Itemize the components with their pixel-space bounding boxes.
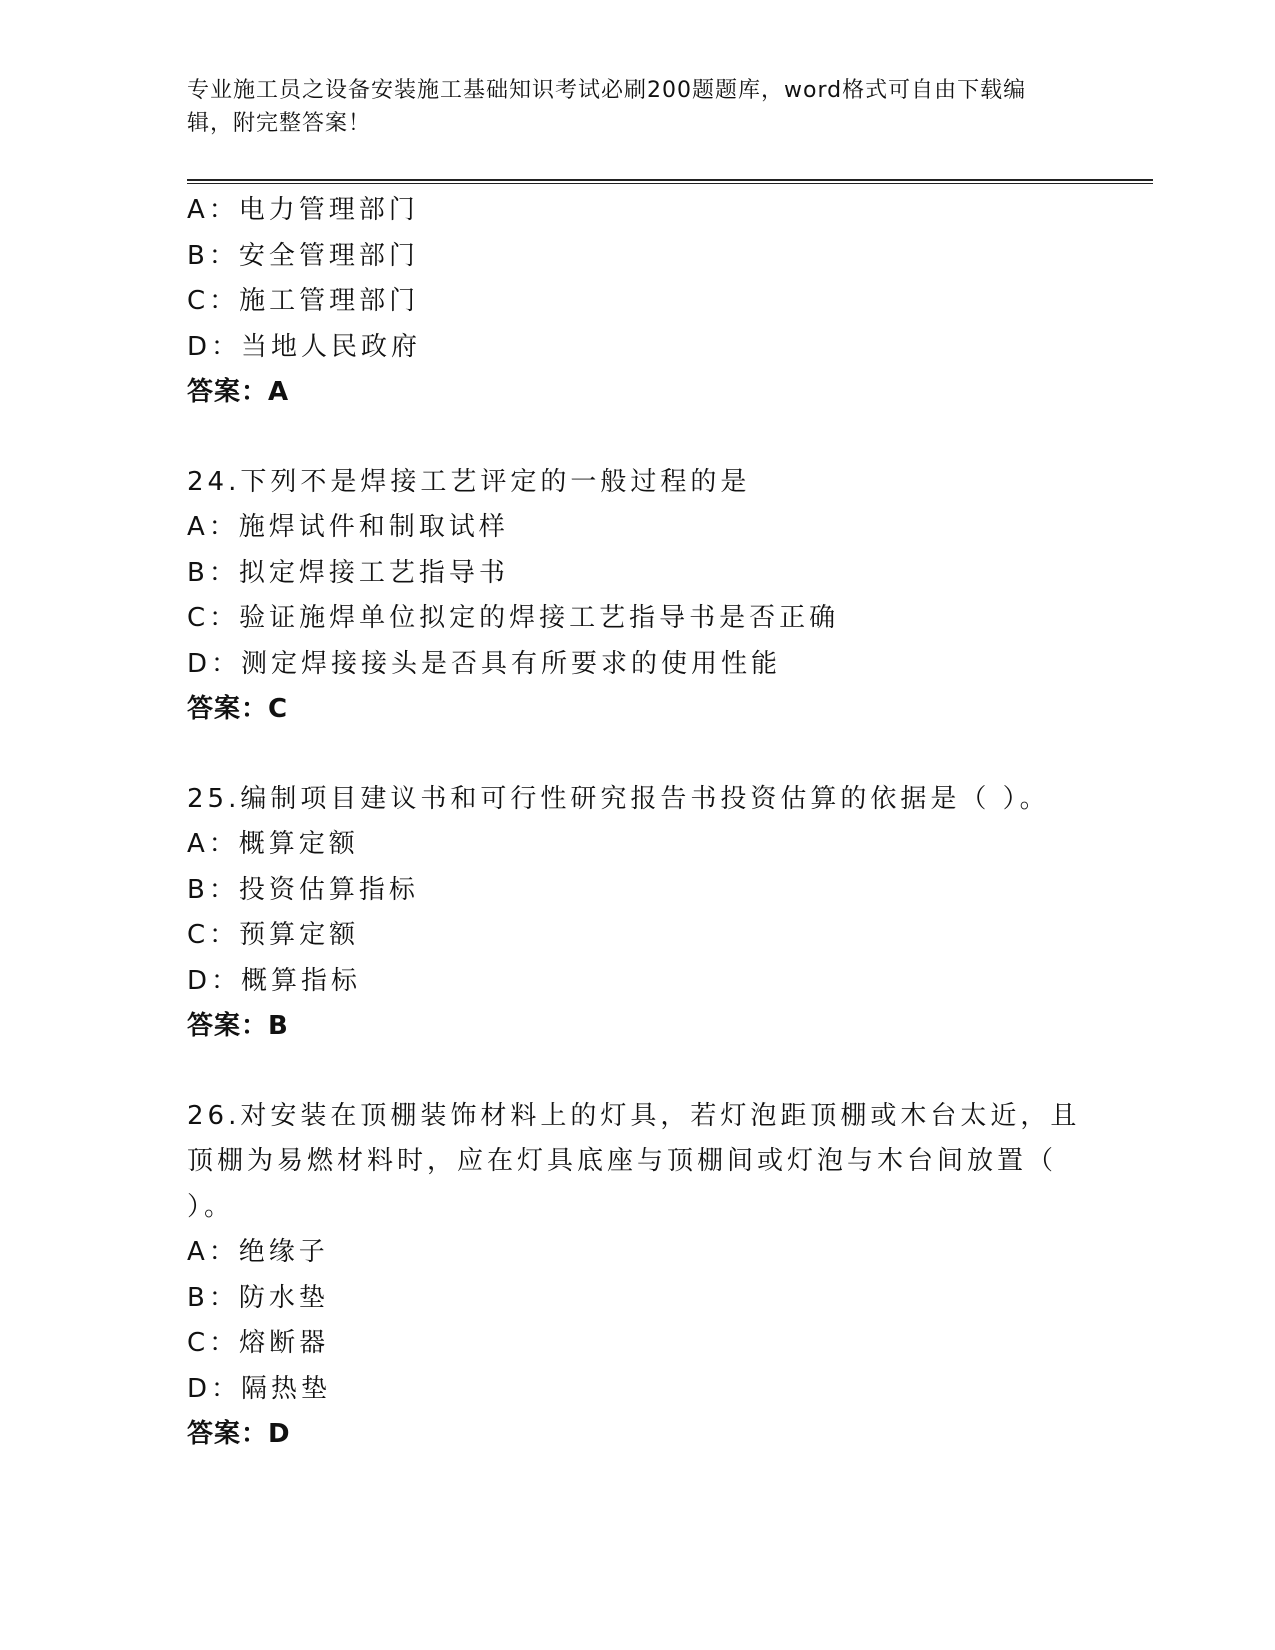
spacer: [187, 1050, 1087, 1094]
document-body: [187, 188, 1087, 1458]
answer-line: 答案：B: [187, 1011, 289, 1041]
question-stem: 26.对安装在顶棚装饰材料上的灯具，若灯泡距顶棚或木台太近，且顶棚为易燃材料时，应在灯具底座与顶棚间或灯泡与木台间放置（ ）。: [187, 1100, 1081, 1222]
question-stem: 25.编制项目建议书和可行性研究报告书投资估算的依据是（ ）。: [187, 783, 1050, 814]
option-b: B：防水垫: [187, 1282, 329, 1313]
option-a: A：施焊试件和制取试样: [187, 512, 509, 542]
answer-line: 答案：D: [187, 1419, 291, 1449]
spacer: [187, 733, 1087, 777]
option-c: C：预算定额: [187, 920, 360, 950]
option-c: C：验证施焊单位拟定的焊接工艺指导书是否正确: [187, 603, 840, 633]
option-d: D：测定焊接接头是否具有所要求的使用性能: [187, 648, 782, 679]
option-b: B：拟定焊接工艺指导书: [187, 557, 509, 588]
option-a: A：电力管理部门: [187, 195, 419, 225]
option-b: B：投资估算指标: [187, 874, 419, 905]
option-d: D：隔热垫: [187, 1373, 332, 1404]
question-26: [187, 1094, 1087, 1458]
question-24: [187, 460, 1087, 733]
answer-line: 答案：C: [187, 694, 289, 724]
option-c: C：熔断器: [187, 1328, 330, 1358]
answer-line: 答案：A: [187, 377, 290, 407]
question-stem: 24.下列不是焊接工艺评定的一般过程的是: [187, 466, 751, 497]
question-25: [187, 777, 1087, 1050]
option-c: C：施工管理部门: [187, 286, 420, 316]
option-a: A：绝缘子: [187, 1237, 329, 1267]
option-b: B：安全管理部门: [187, 240, 419, 271]
document-header: 专业施工员之设备安装施工基础知识考试必刷200题题库，word格式可自由下载编辑，附完整答案！: [187, 78, 1027, 136]
header-divider: [187, 179, 1153, 184]
option-d: D：概算指标: [187, 965, 362, 996]
spacer: [187, 416, 1087, 460]
option-d: D：当地人民政府: [187, 331, 422, 362]
carryover-question: [187, 188, 1087, 416]
option-a: A：概算定额: [187, 829, 359, 859]
